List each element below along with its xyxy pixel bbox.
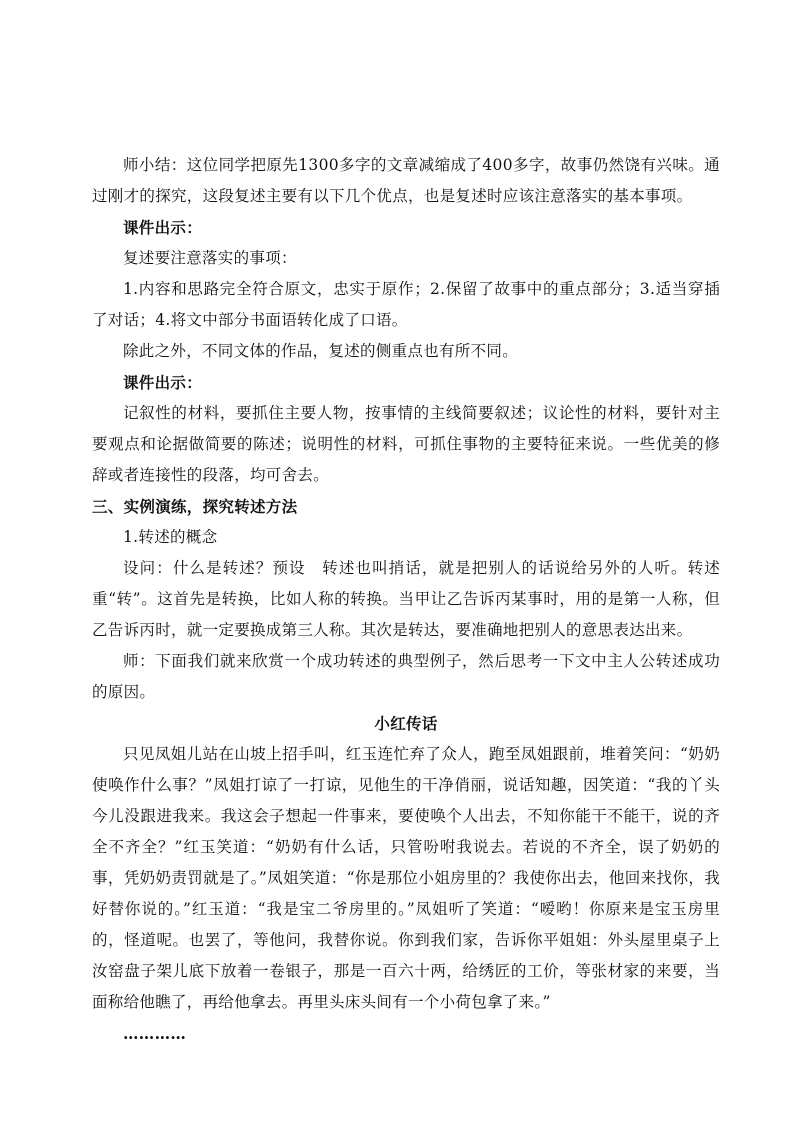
document-page — [92, 150, 720, 1049]
courseware-heading-2: 课件出示： — [123, 373, 203, 392]
section-heading-3: 三、实例演练，探究转述方法 — [92, 497, 298, 516]
ellipsis: ………… — [123, 1024, 187, 1043]
retell-items-list: 1.内容和思路完全符合原文，忠实于原作；2.保留了故事中的重点部分；3.适当穿插了对话；4.将文中部分书面语转化成了口语。 — [92, 280, 720, 329]
teacher-prompt: 师：下面我们就来欣赏一个成功转述的典型例子，然后思考一下文中主人公转述成功的原因。 — [92, 652, 720, 701]
retell-items-intro: 复述要注意落实的事项： — [123, 249, 297, 267]
genre-guidelines: 记叙性的材料，要抓住主要人物，按事情的主线简要叙述；议论性的材料，要针对主要观点和论据做简要的陈述；说明性的材料，可抓住事物的主要特征来说。一些优美的修辞或者连接性的段落，均可舍去。 — [92, 404, 720, 484]
subsection-concept: 1.转述的概念 — [123, 528, 218, 546]
genre-note: 除此之外，不同文体的作品，复述的侧重点也有所不同。 — [123, 342, 519, 360]
concept-explanation: 设问：什么是转述？预设 转述也叫捎话，就是把别人的话说给另外的人听。转述重“转”。这首先是转换，比如人称的转换。当甲让乙告诉丙某事时，用的是第一人称，但乙告诉丙时，就一定要换成第三人称。其次是转达，要准确地把别人的意思表达出来。 — [92, 559, 720, 639]
summary-paragraph: 师小结：这位同学把原先1300多字的文章减缩成了400多字，故事仍然饶有兴味。通过刚才的探究，这段复述主要有以下几个优点，也是复述时应该注意落实的基本事项。 — [92, 156, 720, 205]
story-text: 只见凤姐儿站在山坡上招手叫，红玉连忙弃了众人，跑至凤姐跟前，堆着笑问：“奶奶使唤作什么事？”凤姐打谅了一打谅，见他生的干净俏丽，说话知趣，因笑道：“我的丫头今儿没跟进我来。我这会子想起一件事来，要使唤个人出去，不知你能干不能干，说的齐全不齐全？”红玉笑道：“奶奶有什么话，只管吩咐我说去。若说的不齐全，误了奶奶的事，凭奶奶责罚就是了。”凤姐笑道：“你是那位小姐房里的？我使你出去，他回来找你，我好替你说的。”红玉道：“我是宝二爷房里的。”凤姐听了笑道：“嗳哟！你原来是宝玉房里的，怪道呢。也罢了，等他问，我替你说。你到我们家，告诉你平姐姐：外头屋里桌子上汝窑盘子架儿底下放着一卷银子，那是一百六十两，给绣匠的工价，等张材家的来要，当面称给他瞧了，再给他拿去。再里头床头间有一个小荷包拿了来。” — [92, 745, 720, 1011]
story-title: 小红传话 — [374, 714, 438, 733]
courseware-heading-1: 课件出示： — [123, 218, 203, 237]
